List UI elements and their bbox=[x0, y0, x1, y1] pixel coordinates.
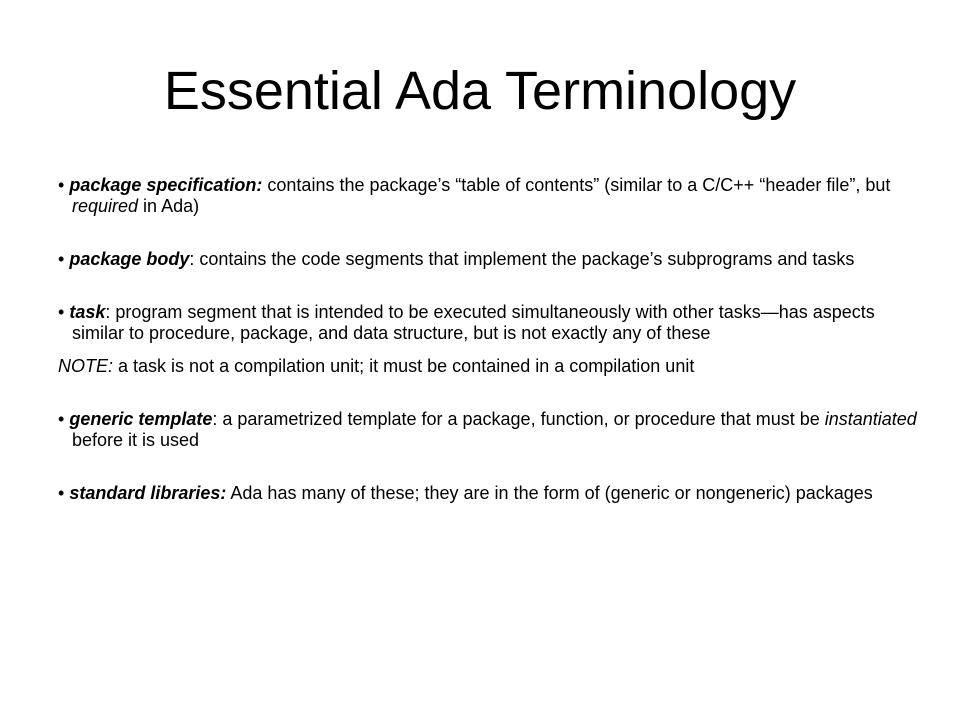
bullet-marker: • bbox=[58, 249, 65, 269]
bullet-marker: • bbox=[58, 175, 65, 195]
term-label: package specification: bbox=[69, 175, 263, 195]
spacer bbox=[58, 270, 918, 302]
bullet-package-body bbox=[58, 249, 918, 270]
note-label: NOTE: bbox=[58, 356, 114, 376]
note-line bbox=[58, 356, 918, 377]
spacer bbox=[58, 377, 918, 409]
bullet-marker: • bbox=[58, 483, 65, 503]
term-label: task bbox=[69, 302, 106, 322]
bullet-marker: • bbox=[58, 302, 65, 322]
term-label: package body bbox=[69, 249, 190, 269]
term-label: generic template bbox=[69, 409, 213, 429]
definition-text: before it is used bbox=[72, 430, 200, 450]
spacer bbox=[58, 344, 918, 356]
definition-text: : a parametrized template for a package, function, or procedure that must be bbox=[212, 409, 825, 429]
slide-title: Essential Ada Terminology bbox=[163, 61, 797, 121]
emphasis-text: required bbox=[72, 196, 139, 216]
emphasis-text: instantiated bbox=[824, 409, 917, 429]
definition-text: : program segment that is intended to be executed simultaneously with other tasks—has aspects similar to procedure, package, and data structure, but is not exactly any of these bbox=[72, 302, 875, 343]
spacer bbox=[58, 217, 918, 249]
spacer bbox=[58, 451, 918, 483]
definition-text: contains the package’s “table of contents” (similar to a C/C++ “header file”, but bbox=[262, 175, 891, 195]
term-label: standard libraries: bbox=[69, 483, 227, 503]
note-text: a task is not a compilation unit; it must be contained in a compilation unit bbox=[113, 356, 695, 376]
bullet-generic-template bbox=[58, 409, 918, 451]
definition-text: in Ada) bbox=[138, 196, 200, 216]
definition-text: : contains the code segments that implement the package’s subprograms and tasks bbox=[189, 249, 855, 269]
definition-text: Ada has many of these; they are in the form of (generic or nongeneric) packages bbox=[226, 483, 873, 503]
slide-body bbox=[58, 175, 918, 504]
bullet-package-specification bbox=[58, 175, 918, 217]
bullet-marker: • bbox=[58, 409, 65, 429]
bullet-standard-libraries bbox=[58, 483, 918, 504]
bullet-task bbox=[58, 302, 918, 344]
